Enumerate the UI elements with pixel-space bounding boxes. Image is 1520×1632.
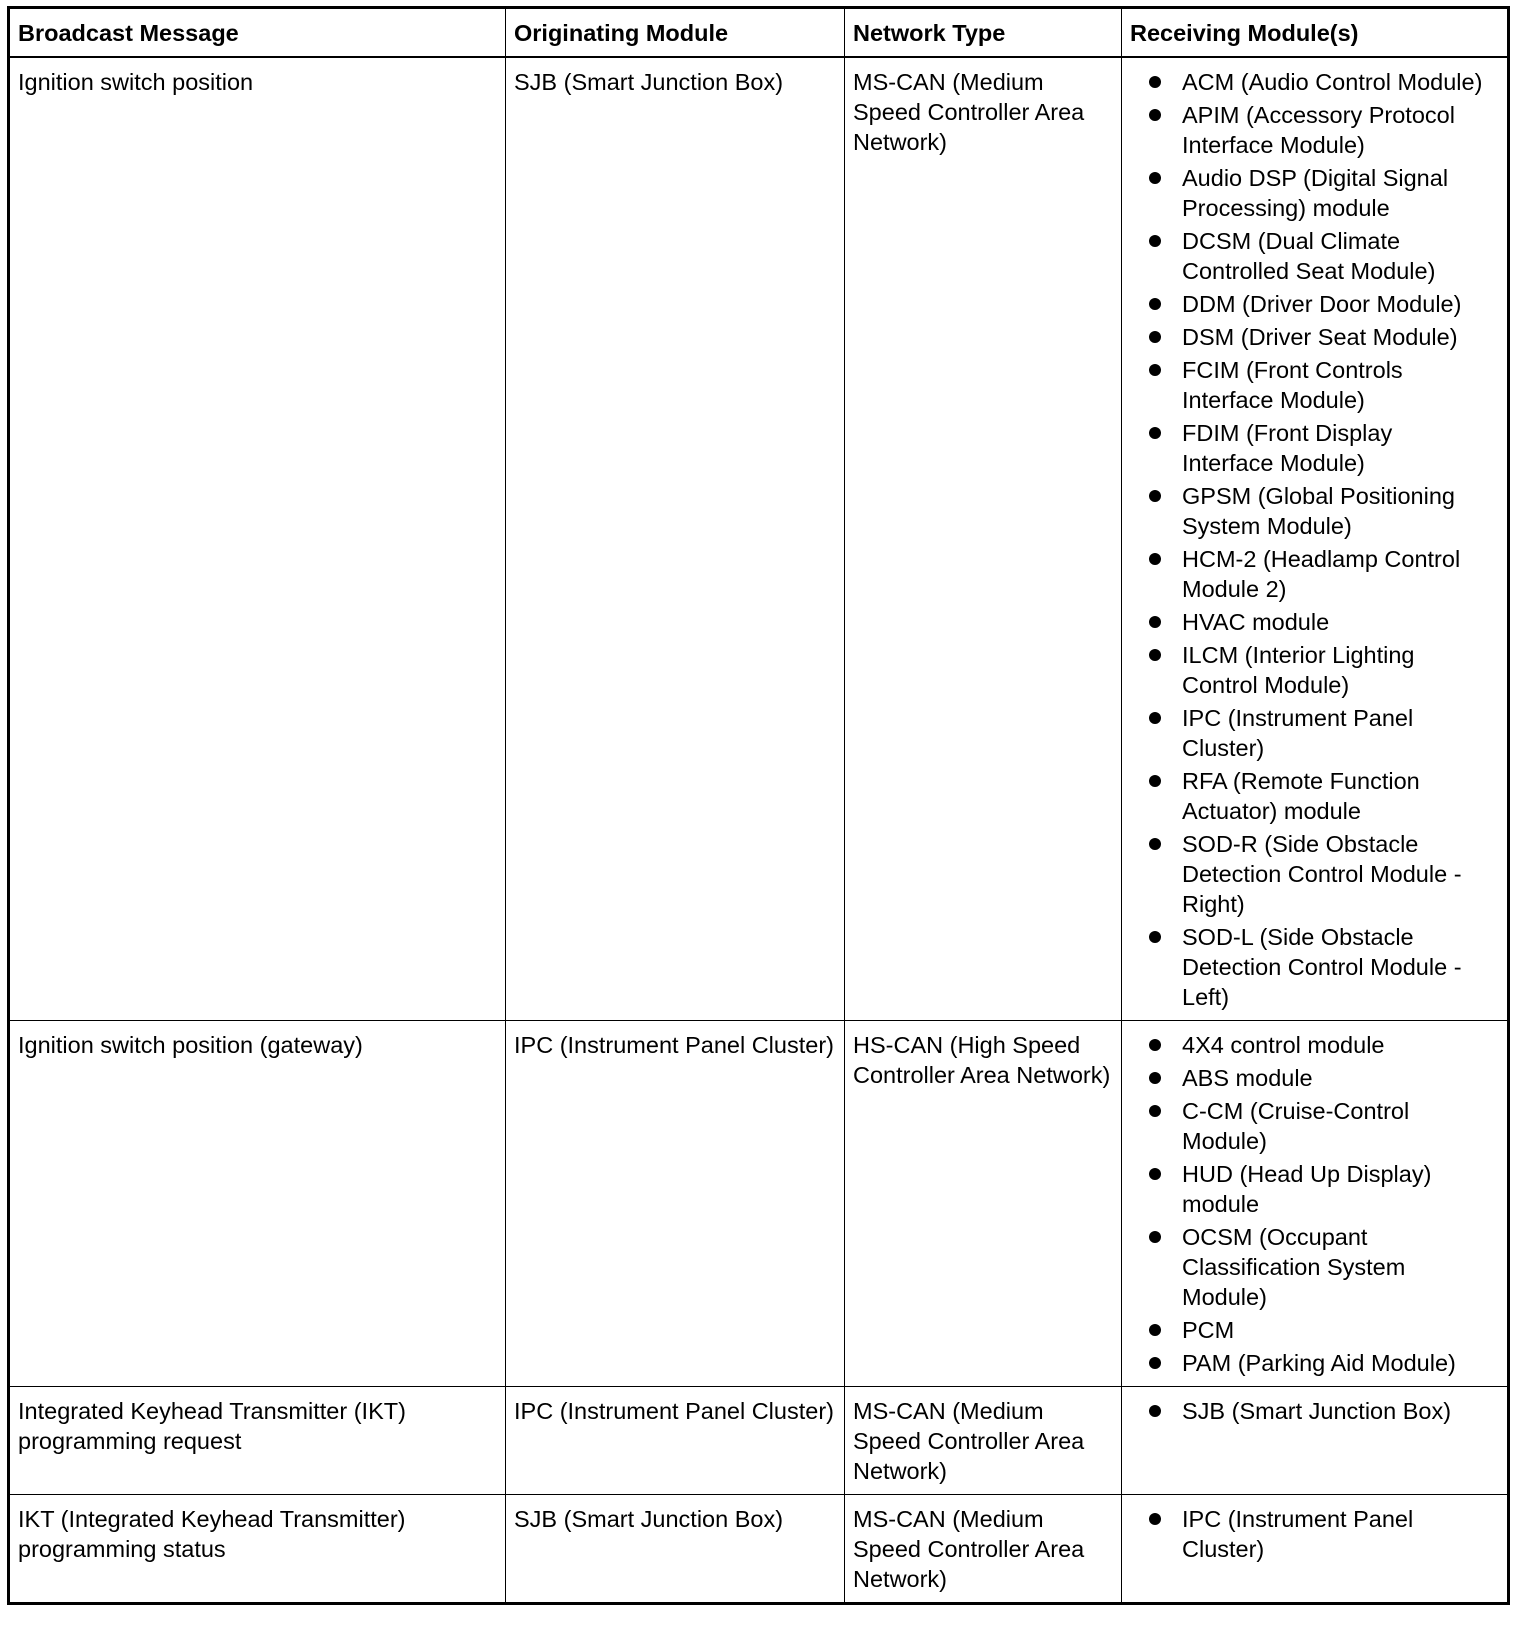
cell-receiving-modules <box>1122 57 1509 1021</box>
cell-receiving-modules <box>1122 1021 1509 1387</box>
receiving-module-label: IPC (Instrument Panel Cluster) <box>1182 705 1414 761</box>
receiving-module-label: PAM (Parking Aid Module) <box>1182 1350 1456 1376</box>
list-item <box>1146 703 1487 763</box>
table-header-row <box>9 8 1509 58</box>
receiving-module-label: RFA (Remote Function Actuator) module <box>1182 768 1420 824</box>
cell-receiving-modules <box>1122 1387 1509 1495</box>
list-item <box>1146 922 1487 1012</box>
table-body <box>9 57 1509 1604</box>
cell-originating-module: IPC (Instrument Panel Cluster) <box>506 1021 845 1387</box>
table-row <box>9 1495 1509 1604</box>
receiving-module-label: FDIM (Front Display Interface Module) <box>1182 420 1393 476</box>
receiving-module-label: PCM <box>1182 1317 1235 1343</box>
table-row <box>9 1387 1509 1495</box>
bullet-icon <box>1149 235 1161 247</box>
bullet-icon <box>1149 1405 1161 1417</box>
cell-network-type: HS-CAN (High Speed Controller Area Network) <box>845 1021 1122 1387</box>
bullet-icon <box>1149 775 1161 787</box>
receiving-module-label: ABS module <box>1182 1065 1313 1091</box>
cell-network-type: MS-CAN (Medium Speed Controller Area Network) <box>845 57 1122 1021</box>
bullet-icon <box>1149 109 1161 121</box>
receiving-module-label: ACM (Audio Control Module) <box>1182 69 1483 95</box>
bullet-icon <box>1149 76 1161 88</box>
receiving-module-list <box>1146 67 1487 1012</box>
list-item <box>1146 163 1487 223</box>
list-item <box>1146 1315 1487 1345</box>
table-row <box>9 57 1509 1021</box>
receiving-module-label: OCSM (Occupant Classification System Module) <box>1182 1224 1406 1310</box>
list-item <box>1146 829 1487 919</box>
receiving-module-label: DSM (Driver Seat Module) <box>1182 324 1458 350</box>
broadcast-message-table <box>7 6 1510 1605</box>
cell-broadcast-message: Ignition switch position <box>9 57 506 1021</box>
receiving-module-label: APIM (Accessory Protocol Interface Module) <box>1182 102 1455 158</box>
receiving-module-label: GPSM (Global Positioning System Module) <box>1182 483 1455 539</box>
list-item <box>1146 544 1487 604</box>
receiving-module-label: ILCM (Interior Lighting Control Module) <box>1182 642 1415 698</box>
receiving-module-label: IPC (Instrument Panel Cluster) <box>1182 1506 1414 1562</box>
cell-network-type: MS-CAN (Medium Speed Controller Area Network) <box>845 1387 1122 1495</box>
list-item <box>1146 355 1487 415</box>
receiving-module-label: SJB (Smart Junction Box) <box>1182 1398 1452 1424</box>
list-item <box>1146 481 1487 541</box>
list-item <box>1146 418 1487 478</box>
cell-broadcast-message: Integrated Keyhead Transmitter (IKT) programming request <box>9 1387 506 1495</box>
bullet-icon <box>1149 427 1161 439</box>
bullet-icon <box>1149 1168 1161 1180</box>
bullet-icon <box>1149 616 1161 628</box>
bullet-icon <box>1149 553 1161 565</box>
bullet-icon <box>1149 1105 1161 1117</box>
receiving-module-label: Audio DSP (Digital Signal Processing) module <box>1182 165 1449 221</box>
receiving-module-label: DDM (Driver Door Module) <box>1182 291 1462 317</box>
bullet-icon <box>1149 364 1161 376</box>
receiving-module-label: HVAC module <box>1182 609 1330 635</box>
bullet-icon <box>1149 490 1161 502</box>
bullet-icon <box>1149 838 1161 850</box>
cell-originating-module: IPC (Instrument Panel Cluster) <box>506 1387 845 1495</box>
list-item <box>1146 289 1487 319</box>
table-row <box>9 1021 1509 1387</box>
cell-originating-module: SJB (Smart Junction Box) <box>506 1495 845 1604</box>
bullet-icon <box>1149 1513 1161 1525</box>
header-originating-module: Originating Module <box>506 8 845 58</box>
receiving-module-label: SOD-R (Side Obstacle Detection Control Module - Right) <box>1182 831 1462 917</box>
list-item <box>1146 607 1487 637</box>
list-item <box>1146 1030 1487 1060</box>
receiving-module-label: HCM-2 (Headlamp Control Module 2) <box>1182 546 1461 602</box>
header-broadcast-message: Broadcast Message <box>9 8 506 58</box>
list-item <box>1146 226 1487 286</box>
cell-broadcast-message: Ignition switch position (gateway) <box>9 1021 506 1387</box>
bullet-icon <box>1149 172 1161 184</box>
receiving-module-list <box>1146 1504 1487 1564</box>
receiving-module-label: C-CM (Cruise-Control Module) <box>1182 1098 1410 1154</box>
bullet-icon <box>1149 331 1161 343</box>
header-network-type: Network Type <box>845 8 1122 58</box>
bullet-icon <box>1149 712 1161 724</box>
receiving-module-label: HUD (Head Up Display) module <box>1182 1161 1432 1217</box>
cell-broadcast-message: IKT (Integrated Keyhead Transmitter) programming status <box>9 1495 506 1604</box>
receiving-module-list <box>1146 1030 1487 1378</box>
bullet-icon <box>1149 649 1161 661</box>
list-item <box>1146 1063 1487 1093</box>
bullet-icon <box>1149 1039 1161 1051</box>
list-item <box>1146 1504 1487 1564</box>
list-item <box>1146 766 1487 826</box>
cell-originating-module: SJB (Smart Junction Box) <box>506 57 845 1021</box>
list-item <box>1146 640 1487 700</box>
receiving-module-label: SOD-L (Side Obstacle Detection Control Module - Left) <box>1182 924 1462 1010</box>
list-item <box>1146 1159 1487 1219</box>
bullet-icon <box>1149 298 1161 310</box>
bullet-icon <box>1149 931 1161 943</box>
bullet-icon <box>1149 1231 1161 1243</box>
receiving-module-list <box>1146 1396 1487 1426</box>
cell-network-type: MS-CAN (Medium Speed Controller Area Network) <box>845 1495 1122 1604</box>
list-item <box>1146 100 1487 160</box>
list-item <box>1146 322 1487 352</box>
bullet-icon <box>1149 1324 1161 1336</box>
bullet-icon <box>1149 1357 1161 1369</box>
receiving-module-label: DCSM (Dual Climate Controlled Seat Module) <box>1182 228 1436 284</box>
list-item <box>1146 1222 1487 1312</box>
list-item <box>1146 1096 1487 1156</box>
cell-receiving-modules <box>1122 1495 1509 1604</box>
list-item <box>1146 1396 1487 1426</box>
receiving-module-label: 4X4 control module <box>1182 1032 1385 1058</box>
bullet-icon <box>1149 1072 1161 1084</box>
list-item <box>1146 67 1487 97</box>
receiving-module-label: FCIM (Front Controls Interface Module) <box>1182 357 1403 413</box>
list-item <box>1146 1348 1487 1378</box>
header-receiving-modules: Receiving Module(s) <box>1122 8 1509 58</box>
